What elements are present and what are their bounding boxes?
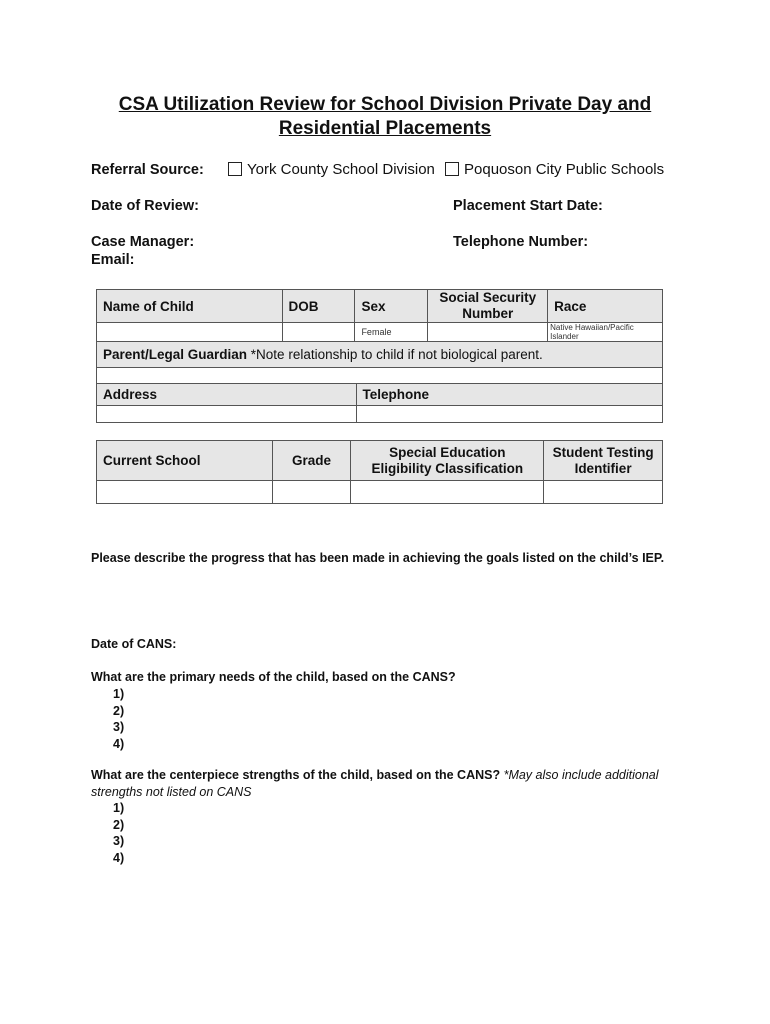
needs-item-4: 4) (113, 736, 125, 751)
poquoson-checkbox[interactable] (445, 162, 459, 176)
student-testing-identifier-header: Student Testing Identifier (544, 441, 663, 481)
needs-item-1: 1) (113, 687, 125, 701)
telephone-number-label: Telephone Number: (453, 234, 589, 250)
dob-header: DOB (282, 290, 355, 323)
grade-header: Grade (272, 441, 351, 481)
ssn-field[interactable] (428, 323, 548, 342)
placement-start-date-label: Placement Start Date: (453, 198, 603, 214)
york-label: York County School Division (247, 161, 435, 178)
email-label: Email: (91, 252, 135, 268)
guardian-data-row (97, 368, 663, 385)
strengths-list (113, 800, 124, 866)
dob-field[interactable] (282, 323, 355, 342)
referral-source-label: Referral Source: (91, 162, 204, 178)
ssn-header: Social Security Number (428, 290, 548, 323)
grade-field[interactable] (272, 481, 351, 504)
referral-option-york[interactable] (228, 161, 435, 178)
date-of-review-label: Date of Review: (91, 198, 199, 214)
strengths-question (91, 767, 671, 801)
name-of-child-field[interactable] (97, 323, 283, 342)
strengths-item-2: 2) (113, 817, 125, 832)
current-school-field[interactable] (97, 481, 273, 504)
telephone-field[interactable] (356, 406, 662, 423)
iep-progress-question: Please describe the progress that has been made in achieving the goals listed on the child’s IEP. (91, 551, 665, 565)
student-testing-identifier-field[interactable] (544, 481, 663, 504)
referral-option-poquoson[interactable] (445, 161, 664, 178)
primary-needs-question: What are the primary needs of the child, based on the CANS? (91, 670, 456, 684)
school-header-row (97, 441, 663, 481)
date-of-cans-label: Date of CANS: (91, 637, 177, 651)
sex-header: Sex (355, 290, 428, 323)
child-info-table (96, 289, 663, 385)
primary-needs-list (113, 686, 124, 752)
strengths-item-4: 4) (113, 850, 125, 865)
page-title (0, 93, 770, 141)
race-field[interactable]: Native Hawaiian/Pacific Islander (548, 323, 663, 342)
current-school-header: Current School (97, 441, 273, 481)
school-data-row (97, 481, 663, 504)
title-line-1: CSA Utilization Review for School Division Private Day and (118, 94, 652, 115)
school-table (96, 440, 663, 504)
sped-classification-field[interactable] (351, 481, 544, 504)
strengths-item-3: 3) (113, 834, 125, 848)
child-data-row (97, 323, 663, 342)
guardian-note: *Note relationship to child if not biological parent. (247, 347, 543, 362)
york-checkbox[interactable] (228, 162, 242, 176)
address-header: Address (97, 384, 357, 406)
needs-item-3: 3) (113, 720, 125, 734)
poquoson-label: Poquoson City Public Schools (464, 161, 665, 178)
strengths-note: *May also include additional strengths not listed on CANS (91, 768, 659, 799)
guardian-header-row (97, 342, 663, 368)
guardian-header (97, 342, 663, 368)
race-header: Race (548, 290, 663, 323)
address-data-row (97, 406, 663, 423)
guardian-field[interactable] (97, 368, 663, 385)
telephone-header: Telephone (356, 384, 662, 406)
title-line-2: Residential Placements (278, 118, 492, 139)
address-field[interactable] (97, 406, 357, 423)
case-manager-label: Case Manager: (91, 234, 195, 250)
address-header-row (97, 384, 663, 406)
strengths-question-text: What are the centerpiece strengths of the child, based on the CANS? (91, 768, 501, 782)
strengths-item-1: 1) (113, 801, 125, 815)
address-table (96, 383, 663, 423)
name-of-child-header: Name of Child (97, 290, 283, 323)
needs-item-2: 2) (113, 703, 125, 718)
sped-classification-header: Special Education Eligibility Classification (351, 441, 544, 481)
guardian-label: Parent/Legal Guardian (103, 347, 248, 362)
child-header-row (97, 290, 663, 323)
sex-field[interactable]: Female (355, 323, 428, 342)
